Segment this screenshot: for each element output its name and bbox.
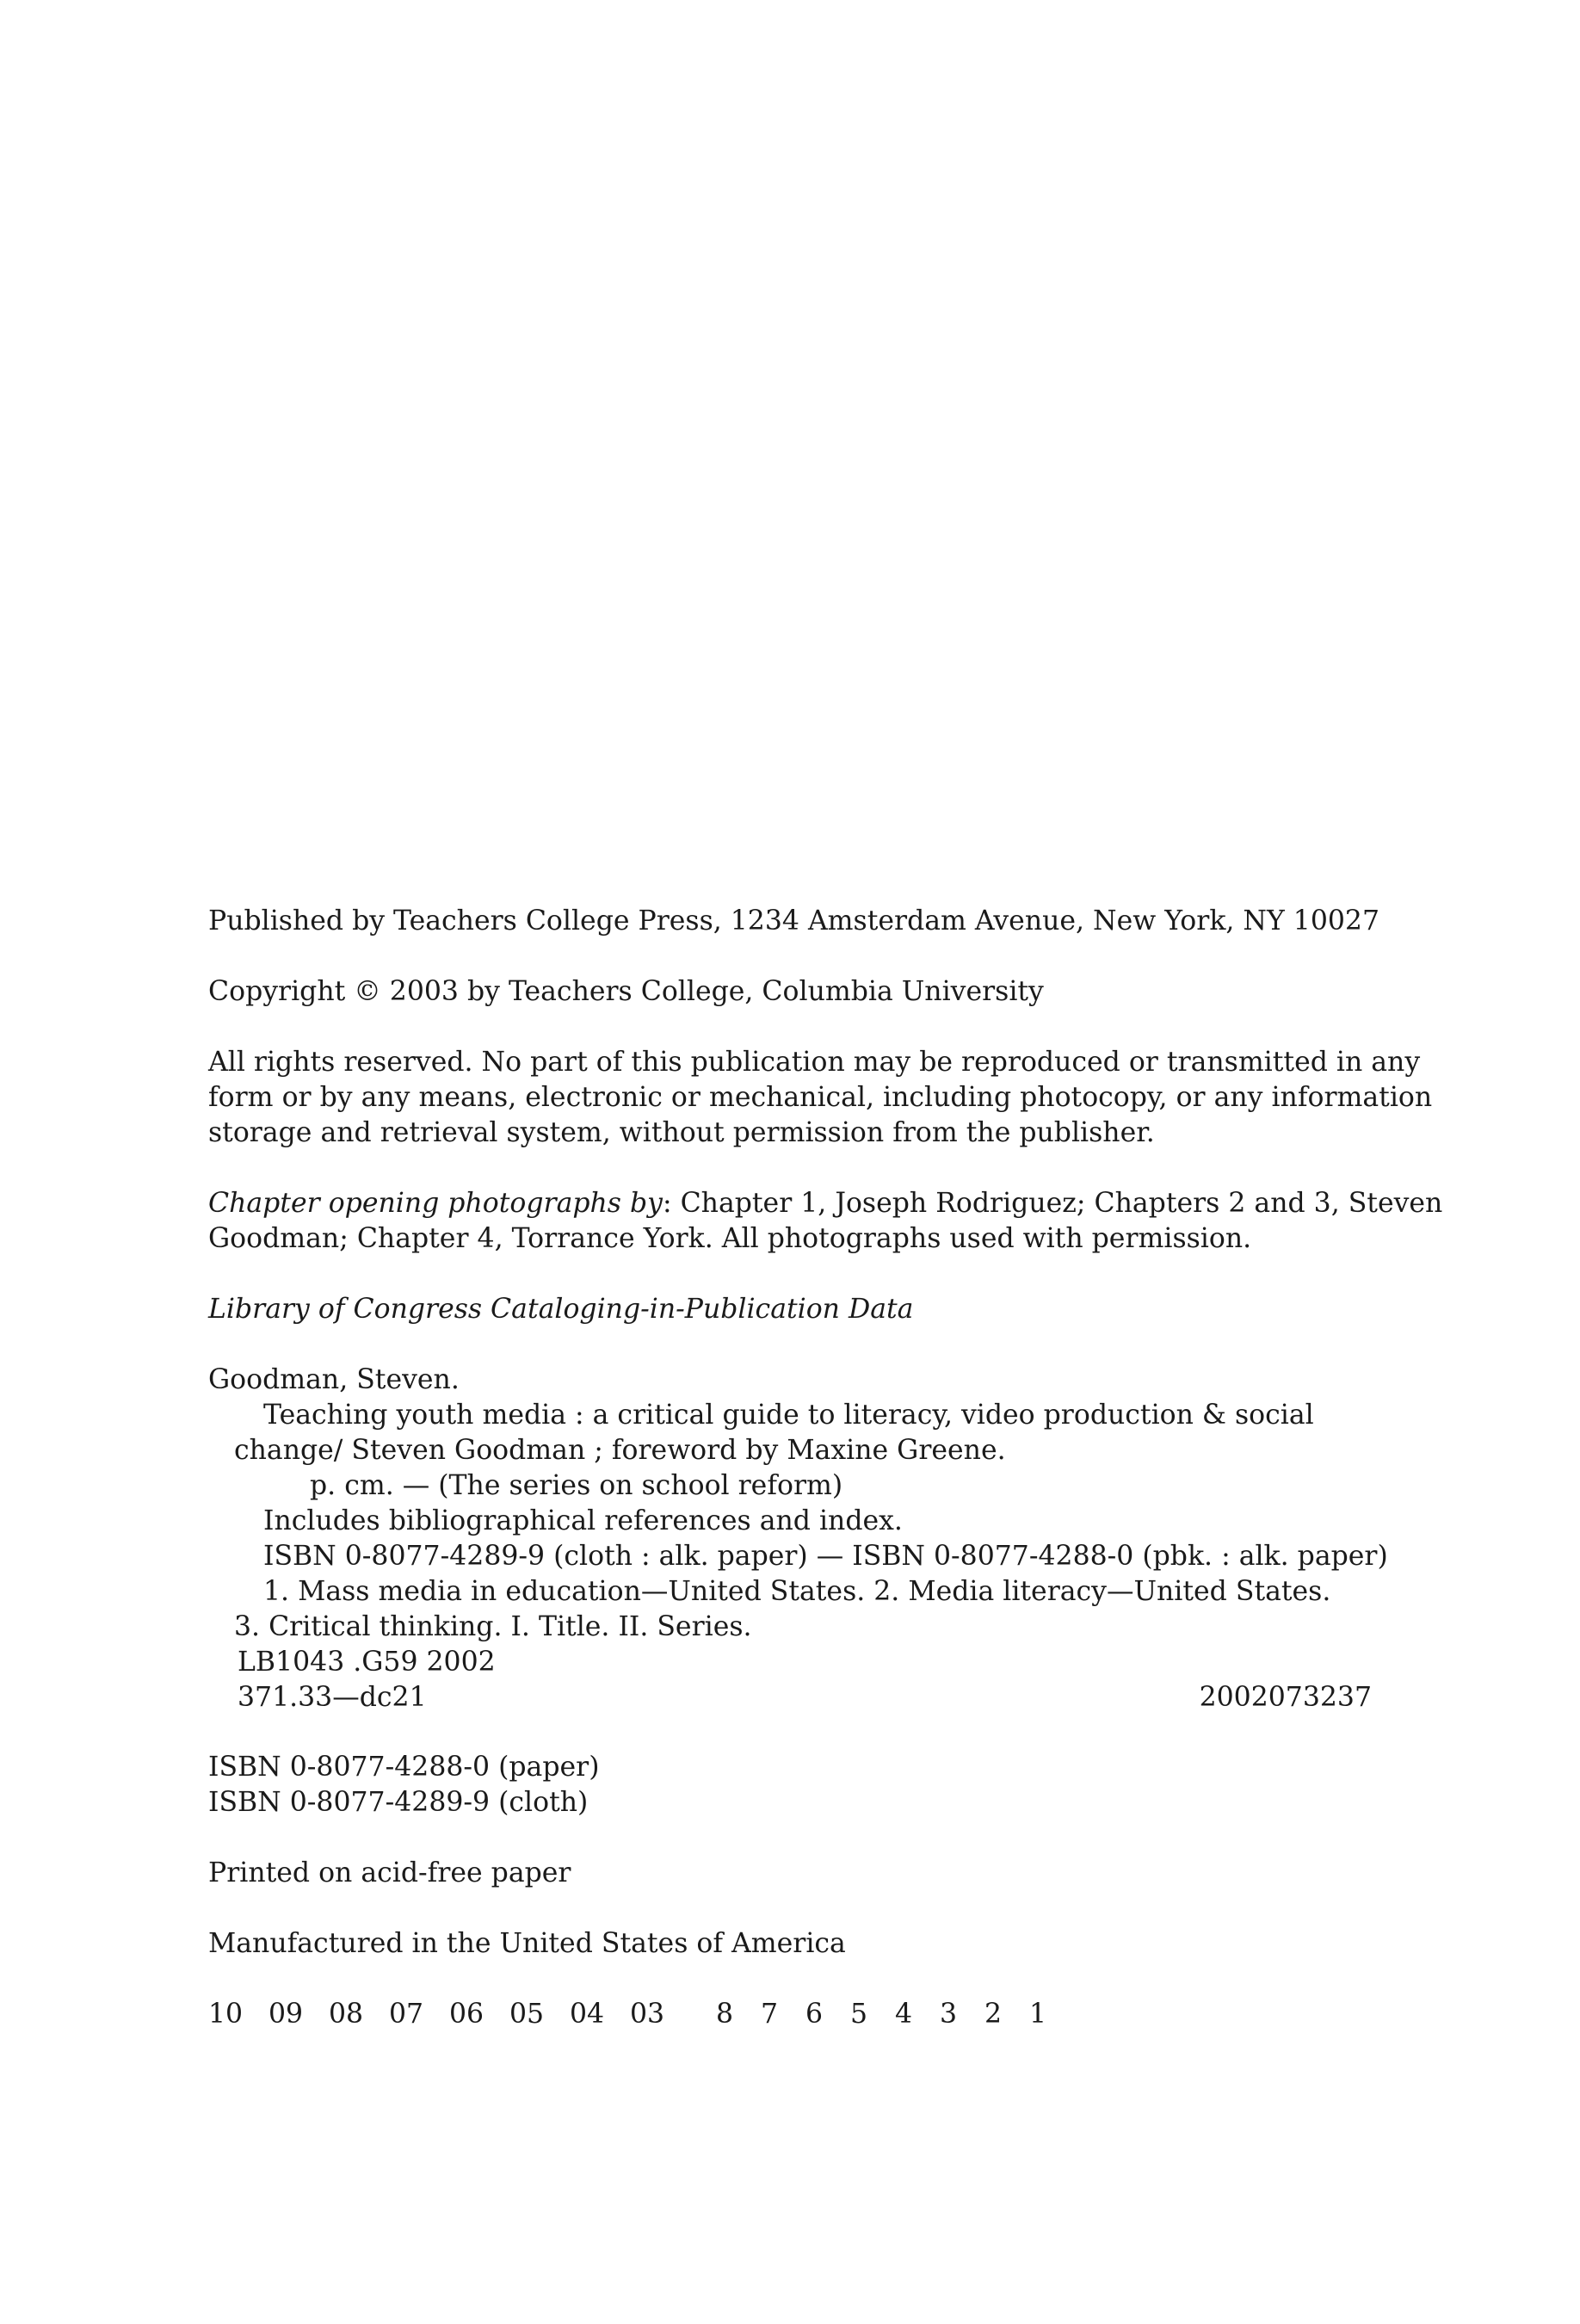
isbn-list	[208, 1750, 1396, 1820]
cip-lccn: 2002073237	[1199, 1682, 1372, 1713]
printing-impression: 3	[940, 1999, 958, 2030]
printing-impression: 5	[850, 1999, 868, 2030]
cip-heading-text: Library of Congress Cataloging-in-Publication Data	[208, 1294, 914, 1325]
printing-year: 08	[329, 1999, 364, 2030]
cip-subjects-line-2: 3. Critical thinking. I. Title. II. Series.	[234, 1611, 752, 1642]
cip-physical: p. cm. — (The series on school reform)	[310, 1470, 843, 1501]
cip-author: Goodman, Steven.	[208, 1364, 460, 1395]
printing-impression: 7	[761, 1999, 779, 2030]
photo-credits-label: Chapter opening photographs by	[208, 1188, 663, 1219]
isbn-cloth: ISBN 0-8077-4289-9 (cloth)	[208, 1787, 589, 1818]
paper-note	[208, 1856, 1396, 1891]
printing-year: 09	[268, 1999, 304, 2030]
photo-credits-line-2: Goodman; Chapter 4, Torrance York. All photographs used with permission.	[208, 1223, 1252, 1254]
cip-isbn-line: ISBN 0-8077-4289-9 (cloth : alk. paper) — ISBN 0-8077-4288-0 (pbk. : alk. paper)	[263, 1541, 1388, 1572]
rights-line-2: form or by any means, electronic or mechanical, including photocopy, or any information	[208, 1082, 1433, 1113]
printing-impression: 1	[1029, 1999, 1047, 2030]
cip-title-line-2: change/ Steven Goodman ; foreword by Maxine Greene.	[234, 1435, 1006, 1466]
isbn-paper: ISBN 0-8077-4288-0 (paper)	[208, 1752, 600, 1783]
manufacture-note	[208, 1926, 1396, 1962]
printing-year: 07	[389, 1999, 424, 2030]
copyright-notice	[208, 974, 1396, 1010]
printing-impression: 2	[984, 1999, 1003, 2030]
cip-record	[208, 1363, 1396, 1715]
printing-line	[208, 1997, 1396, 2032]
printing-year: 03	[630, 1999, 665, 2030]
printing-year: 05	[509, 1999, 545, 2030]
cip-lc-class: LB1043 .G59 2002	[238, 1647, 496, 1678]
cip-title-line-1: Teaching youth media : a critical guide to literacy, video production & social	[263, 1400, 1314, 1431]
rights-statement	[208, 1045, 1433, 1151]
rights-line-1: All rights reserved. No part of this publication may be reproduced or transmitted in any	[208, 1047, 1421, 1078]
printing-impression: 8	[716, 1999, 734, 2030]
cip-notes: Includes bibliographical references and index.	[263, 1505, 903, 1536]
printing-impression: 6	[805, 1999, 824, 2030]
publisher-text: Published by Teachers College Press, 1234 Amsterdam Avenue, New York, NY 10027	[208, 905, 1380, 936]
printing-year: 04	[570, 1999, 605, 2030]
printing-year: 10	[208, 1999, 244, 2030]
paper-note-text: Printed on acid-free paper	[208, 1857, 571, 1888]
photo-credits	[208, 1186, 1443, 1257]
cip-subjects-line-1: 1. Mass media in education—United States. 2. Media literacy—United States.	[263, 1576, 1331, 1607]
publisher-line	[208, 904, 1396, 939]
photo-credits-rest: : Chapter 1, Joseph Rodriguez; Chapters 2 and 3, Steven	[662, 1188, 1443, 1219]
photo-credits-line-1	[208, 1186, 1443, 1221]
cip-heading	[208, 1292, 1396, 1327]
rights-line-3: storage and retrieval system, without permission from the publisher.	[208, 1117, 1155, 1148]
cip-dewey: 371.33—dc21	[238, 1682, 427, 1713]
cip-dewey-row	[208, 1680, 1372, 1715]
copyright-page	[208, 904, 1443, 2032]
copyright-text: Copyright © 2003 by Teachers College, Columbia University	[208, 976, 1044, 1007]
printing-impression: 4	[895, 1999, 913, 2030]
printing-year: 06	[449, 1999, 484, 2030]
manufacture-note-text: Manufactured in the United States of America	[208, 1928, 846, 1959]
printing-spacer	[690, 1997, 716, 2032]
